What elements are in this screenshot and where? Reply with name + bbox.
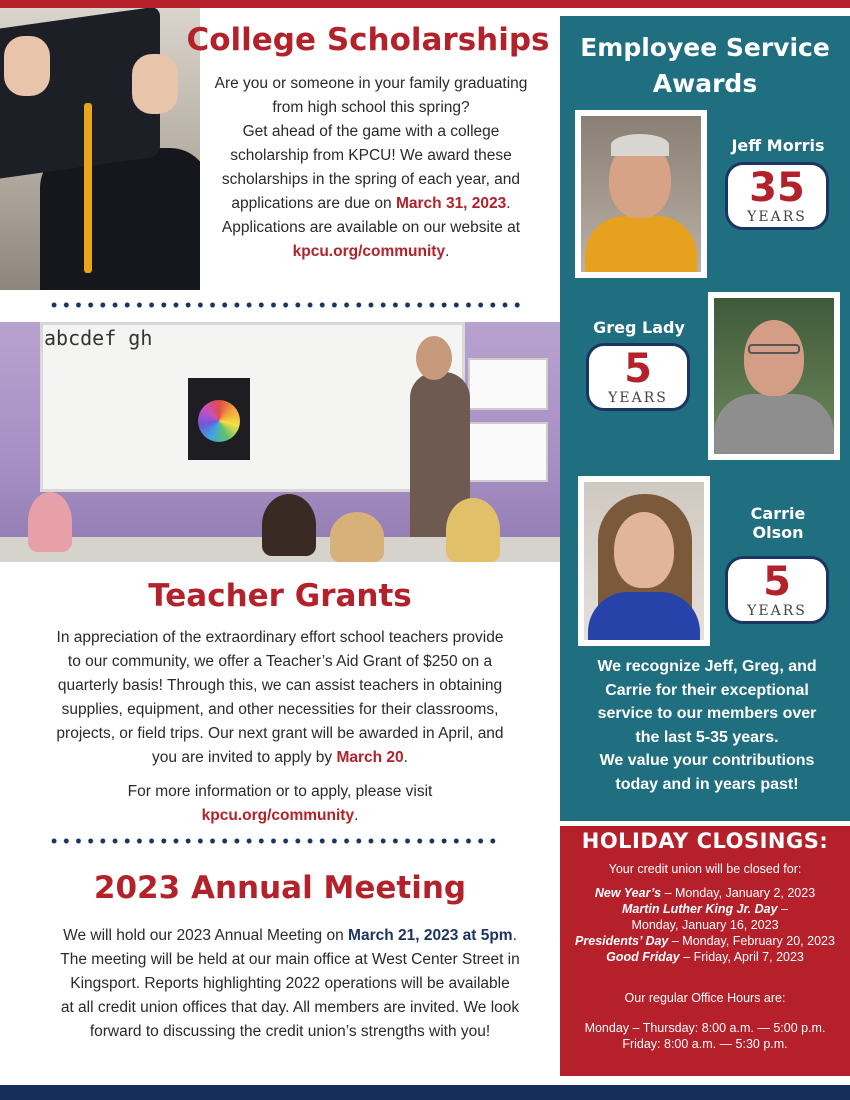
awards-title: Employee Service Awards: [580, 33, 830, 98]
years-badge-jeff-morris: 35 YEARS: [725, 162, 829, 230]
holiday-closings-title: HOLIDAY CLOSINGS:: [581, 829, 829, 853]
employee-photo-greg-lady: [708, 292, 840, 460]
classroom-photo: abcdef gh: [0, 322, 560, 562]
meeting-date: March 21, 2023 at 5pm: [348, 927, 513, 944]
employee-name-carrie-olson: Carrie Olson: [750, 504, 806, 542]
scholarships-link[interactable]: kpcu.org/community: [292, 243, 446, 260]
employee-photo-jeff-morris: [575, 110, 707, 278]
top-accent-bar: [0, 0, 850, 8]
section-divider: [48, 302, 524, 308]
years-badge-greg-lady: 5 YEARS: [586, 343, 690, 411]
grant-deadline: March 20: [336, 749, 404, 766]
teacher-grants-link[interactable]: kpcu.org/community: [201, 807, 355, 824]
holiday-list: New Year’s – Monday, January 2, 2023 Martin Luther King Jr. Day – Monday, January 16, 2023 Presidents’ Day – Monday, February 20, 2023 Good Friday – Friday, April 7, 2023: [575, 886, 835, 964]
years-badge-carrie-olson: 5 YEARS: [725, 556, 829, 624]
employee-name-jeff-morris: Jeff Morris: [731, 136, 825, 155]
annual-meeting-text: We will hold our 2023 Annual Meeting on March 21, 2023 at 5pm. The meeting will be held at our main office at West Center Street in Kingsport. Reports highlighting 2022 operations will be available at all credit union offices that day. All members are invited. We look forward to discussing the credit union’s strengths with you!: [60, 927, 520, 1040]
teacher-grants-text: In appreciation of the extraordinary effort school teachers provide to our community, we offer a Teacher’s Aid Grant of $250 on a quarterly basis! Through this, we can assist teachers in obtaining supplies, equipment, and other necessities for their classrooms, projects, or field trips. Our next grant will be awarded in April, and you are invited to apply by March 20. For more information or to apply, please visit kpcu.org/community.: [56, 629, 504, 824]
section-divider-2: [48, 838, 500, 844]
bottom-accent-bar: [0, 1085, 850, 1100]
graduation-cap-photo: [0, 8, 200, 290]
holiday-intro: Your credit union will be closed for:: [608, 862, 802, 876]
office-hours-intro: Our regular Office Hours are:: [624, 991, 786, 1005]
office-hours: Monday – Thursday: 8:00 a.m. — 5:00 p.m. Friday: 8:00 a.m. — 5:30 p.m.: [584, 1021, 826, 1051]
scholarships-title: College Scholarships: [186, 22, 550, 58]
teacher-grants-title: Teacher Grants: [148, 578, 412, 614]
annual-meeting-title: 2023 Annual Meeting: [93, 870, 467, 906]
awards-recognition-text: We recognize Jeff, Greg, and Carrie for their exceptional service to our members over the last 5-35 years. We value your contributions today and in years past!: [597, 658, 817, 793]
employee-photo-carrie-olson: [578, 476, 710, 646]
scholarships-text: Are you or someone in your family graduating from high school this spring? Get ahead of the game with a college scholarship from KPCU! We award these scholarships in the spring of each year, and applications are due on March 31, 2023. Applications are available on our website at kpcu.org/community.: [214, 75, 528, 260]
scholarship-deadline: March 31, 2023: [395, 195, 507, 212]
employee-name-greg-lady: Greg Lady: [593, 318, 685, 337]
